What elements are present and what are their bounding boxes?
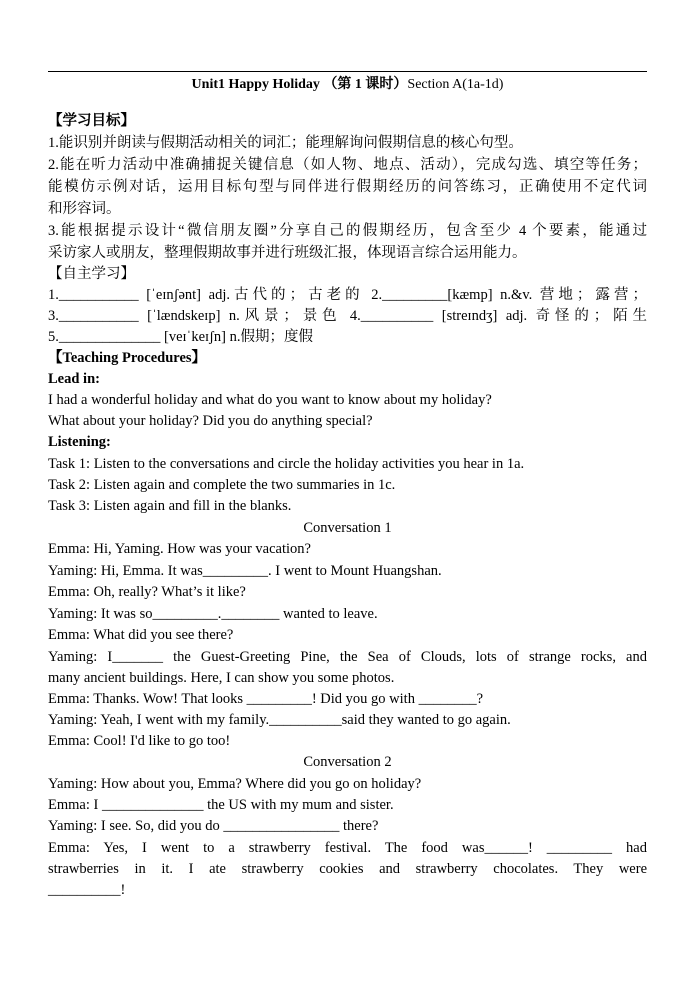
conversation-2-title: Conversation 2 (303, 754, 392, 770)
objective-line-4: 和形容词。 (48, 201, 121, 217)
procedures-heading: 【Teaching Procedures】 (48, 350, 207, 366)
title-bold: Unit1 Happy Holiday （第 1 课时） (191, 77, 408, 92)
page-title (48, 74, 647, 95)
vocab-row-2: 3.___________ [ˈlændskeɪp] n.风景；景色 4.__________ [streɪndʒ] adj. 奇怪的；陌生 (48, 308, 647, 324)
conv1-line: Yaming: Yeah, I went with my family.__________said they wanted to go again. (48, 712, 511, 728)
conv1-line: Emma: Cool! I'd like to go too! (48, 733, 231, 749)
conv2-line: __________! (48, 882, 126, 898)
conv1-line: Yaming: Hi, Emma. It was_________. I went to Mount Huangshan. (48, 563, 442, 579)
conv1-line: many ancient buildings. Here, I can show you some photos. (48, 670, 395, 686)
conv2-line: Emma: Yes, I went to a strawberry festival. The food was______! _________ had (48, 840, 647, 856)
conv1-line: Yaming: I_______ the Guest-Greeting Pine, the Sea of Clouds, lots of strange rocks, and (48, 649, 647, 665)
objective-line-3: 能模仿示例对话，运用目标句型与同伴进行假期经历的问答练习，正确使用不定代词 (48, 179, 647, 195)
self-study-heading: 【自主学习】 (48, 266, 135, 282)
conv1-line: Emma: What did you see there? (48, 627, 234, 643)
conversation-1-title: Conversation 1 (303, 520, 392, 536)
conv1-line: Yaming: It was so_________.________ wanted to leave. (48, 606, 378, 622)
vocab-row-3: 5.______________ [veɪˈkeɪʃn] n.假期；度假 (48, 329, 313, 345)
conv1-line: Emma: Hi, Yaming. How was your vacation? (48, 541, 311, 557)
task-3: Task 3: Listen again and fill in the blanks. (48, 498, 292, 514)
objective-line-6: 采访家人或朋友，整理假期故事并进行班级汇报，体现语言综合运用能力。 (48, 245, 527, 261)
conv2-line: Yaming: I see. So, did you do ________________ there? (48, 818, 379, 834)
task-2: Task 2: Listen again and complete the two summaries in 1c. (48, 477, 396, 493)
conv2-line: Yaming: How about you, Emma? Where did you go on holiday? (48, 776, 422, 792)
lead-in-heading: Lead in: (48, 371, 100, 387)
vocab-row-1: 1.___________ [ˈeɪnʃənt] adj.古代的；古老的 2._________[kæmp] n.&v. 营地；露营； (48, 287, 647, 303)
objective-line-5: 3.能根据提示设计“微信朋友圈”分享自己的假期经历，包含至少 4 个要素，能通过 (48, 223, 647, 239)
title-rest: Section A(1a-1d) (407, 77, 504, 92)
lead-in-line-2: What about your holiday? Did you do anything special? (48, 413, 373, 429)
objectives-heading: 【学习目标】 (48, 113, 135, 129)
conv1-line: Emma: Thanks. Wow! That looks _________! Did you go with ________? (48, 691, 484, 707)
listening-heading: Listening: (48, 434, 111, 450)
task-1: Task 1: Listen to the conversations and circle the holiday activities you hear in 1a. (48, 456, 525, 472)
conv1-line: Emma: Oh, really? What’s it like? (48, 584, 246, 600)
conv2-line: strawberries in it. I ate strawberry cookies and strawberry chocolates. They were (48, 861, 647, 877)
lead-in-line-1: I had a wonderful holiday and what do you want to know about my holiday? (48, 392, 492, 408)
objective-line-1: 1.能识别并朗读与假期活动相关的词汇；能理解询问假期信息的核心句型。 (48, 135, 523, 151)
header-rule (48, 71, 647, 72)
conv2-line: Emma: I ______________ the US with my mum and sister. (48, 797, 394, 813)
objective-line-2: 2.能在听力活动中准确捕捉关键信息（如人物、地点、活动），完成勾选、填空等任务； (48, 157, 647, 173)
